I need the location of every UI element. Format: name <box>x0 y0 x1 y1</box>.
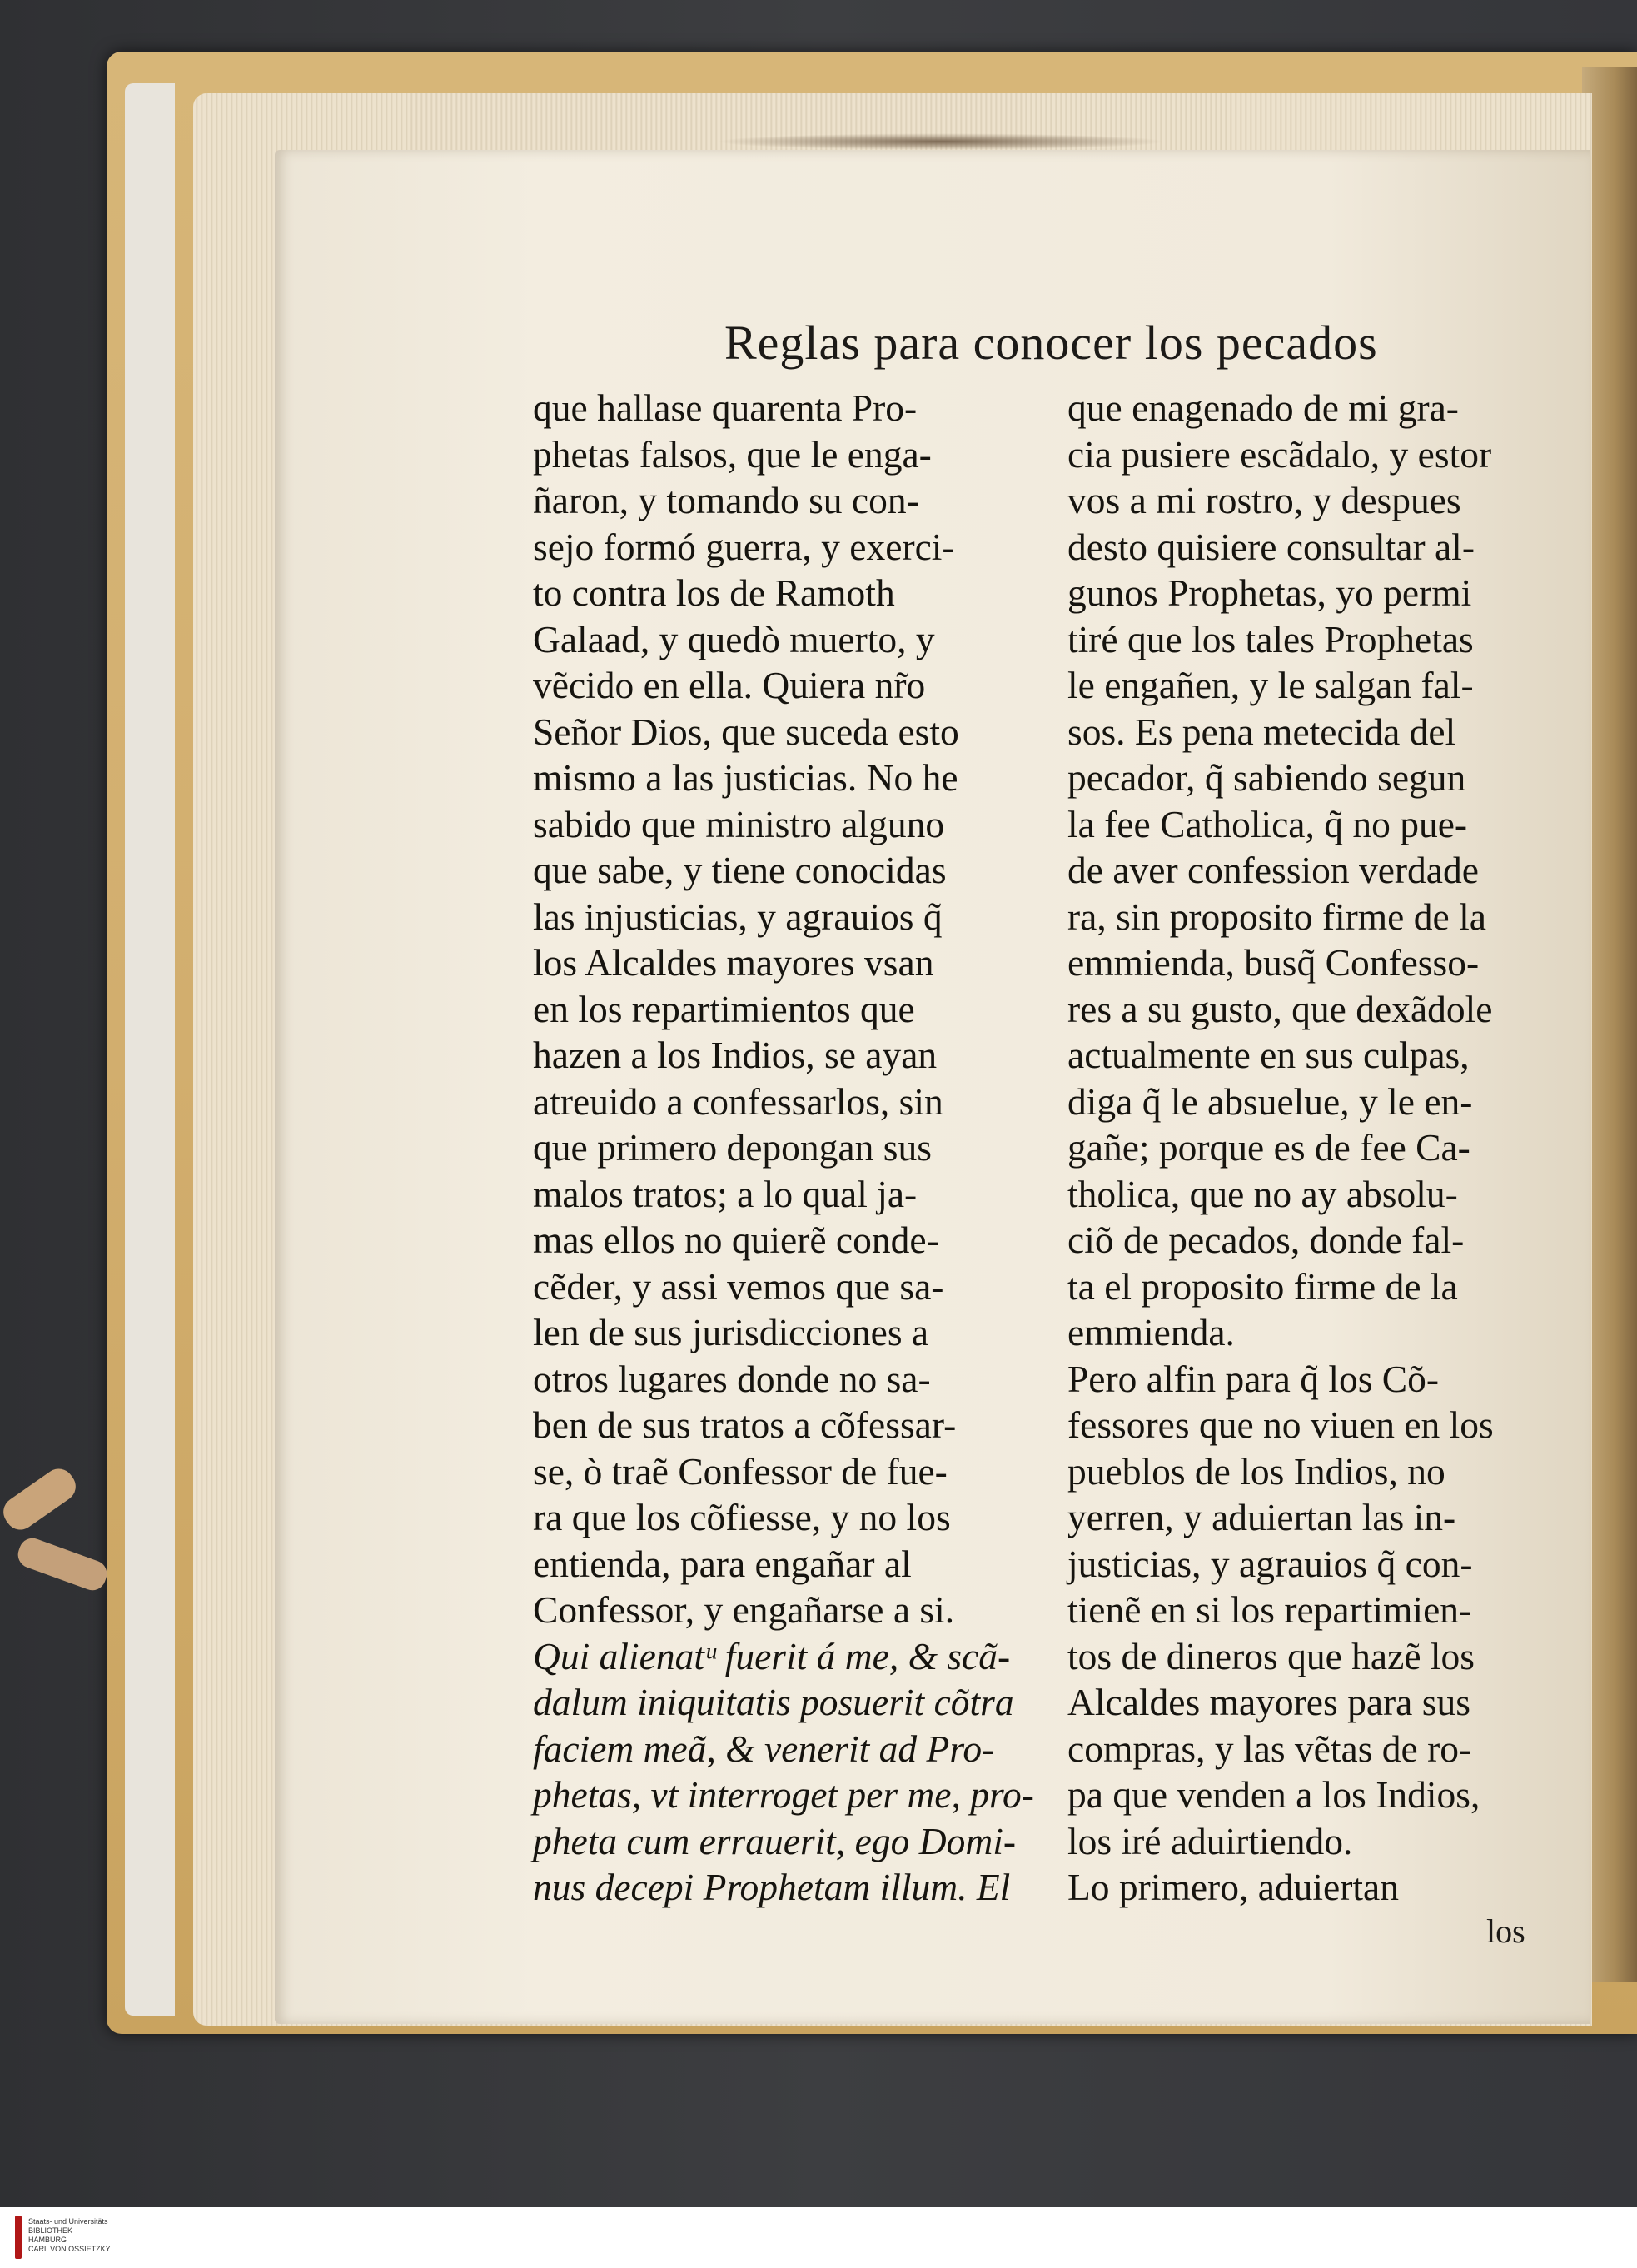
text-line: ciõ de pecados, donde fal- <box>1067 1219 1465 1261</box>
text-line: phetas, vt interroget per me, pro- <box>533 1773 1034 1816</box>
text-line: Qui alienatᵘ fuerit á me, & scã- <box>533 1634 1011 1677</box>
text-line: otros lugares donde no sa- <box>533 1357 931 1400</box>
text-line: tholica, que no ay absolu- <box>1067 1172 1458 1215</box>
text-line: sejo formó guerra, y exerci- <box>533 525 955 568</box>
text-line: que enagenado de mi gra- <box>1067 386 1459 429</box>
text-line: pueblos de los Indios, no <box>1067 1449 1445 1493</box>
text-line: hazen a los Indios, se ayan <box>533 1034 938 1076</box>
text-line: sos. Es pena metecida del <box>1067 710 1456 753</box>
text-line: sabido que ministro alguno <box>533 802 945 845</box>
text-line: ben de sus tratos a cõfessar- <box>533 1403 957 1446</box>
text-line: actualmente en sus culpas, <box>1067 1034 1470 1076</box>
text-line: tiré que los tales Prophetas <box>1067 617 1474 660</box>
text-line: en los repartimientos que <box>533 987 915 1030</box>
text-line: de aver confession verdade <box>1067 849 1479 891</box>
text-line: ra, sin proposito firme de la <box>1067 895 1486 938</box>
library-logo-icon <box>15 2216 22 2259</box>
page-wear-mark <box>716 133 1166 150</box>
text-line: ñaron, y tomando su con- <box>533 479 919 521</box>
cover-inner-edge <box>125 83 175 2016</box>
text-line: to contra los de Ramoth <box>533 571 895 614</box>
text-line: cẽder, y assi vemos que sa- <box>533 1264 944 1308</box>
text-line: mas ellos no quierẽ conde- <box>533 1219 939 1261</box>
text-line: desto quisiere consultar al- <box>1067 525 1475 568</box>
text-line: pa que venden a los Indios, <box>1067 1773 1480 1816</box>
text-line: dalum iniquitatis posuerit cõtra <box>533 1681 1014 1723</box>
text-line: gunos Prophetas, yo permi <box>1067 571 1472 614</box>
text-line: malos tratos; a lo qual ja- <box>533 1172 918 1215</box>
text-line: Pero alfin para q̃ los Cõ- <box>1067 1357 1440 1400</box>
text-line: Señor Dios, que suceda esto <box>533 710 959 753</box>
text-line: phetas falsos, que le enga- <box>533 432 932 476</box>
text-line: vos a mi rostro, y despues <box>1067 479 1461 521</box>
text-line: tos de dineros que hazẽ los <box>1067 1634 1475 1677</box>
text-line: fessores que no viuen en los <box>1067 1403 1494 1446</box>
text-line: tienẽ en si los repartimien- <box>1067 1588 1472 1631</box>
left-text-column <box>533 385 1041 1911</box>
text-line: vẽcido en ella. Quiera nr̃o <box>533 664 926 706</box>
text-line: emmienda. <box>1067 1311 1235 1353</box>
text-line: se, ò traẽ Confessor de fue- <box>533 1449 948 1493</box>
text-line: justicias, y agrauios q̃ con- <box>1067 1542 1473 1585</box>
text-line: gañe; porque es de fee Ca- <box>1067 1126 1470 1169</box>
text-line: ra que los cõfiesse, y no los <box>533 1496 951 1538</box>
text-line: le engañen, y le salgan fal- <box>1067 664 1474 706</box>
text-line: las injusticias, y agrauios q̃ <box>533 895 943 938</box>
text-line: faciem meã, & venerit ad Pro- <box>533 1727 995 1770</box>
text-line: los iré aduirtiendo. <box>1067 1819 1353 1862</box>
text-line: mismo a las justicias. No he <box>533 756 958 799</box>
text-line: atreuido a confessarlos, sin <box>533 1079 943 1123</box>
text-line: Galaad, y quedò muerto, y <box>533 617 935 660</box>
text-line: diga q̃ le absuelue, y le en- <box>1067 1079 1473 1123</box>
text-line: nus decepi Prophetam illum. El <box>533 1866 1011 1908</box>
text-line: Alcaldes mayores para sus <box>1067 1681 1470 1723</box>
text-line: pheta cum errauerit, ego Domi- <box>533 1819 1017 1862</box>
library-logo-text: Staats- und Universitäts BIBLIOTHEK HAMBURG CARL VON OSSIETZKY <box>28 2217 111 2253</box>
text-line: entienda, para engañar al <box>533 1542 912 1585</box>
footer-bar <box>0 2207 1637 2268</box>
right-text-column <box>1067 385 1567 1911</box>
catchword: los <box>1486 1912 1525 1950</box>
text-line: res a su gusto, que dexãdole <box>1067 987 1493 1030</box>
text-line: la fee Catholica, q̃ no pue- <box>1067 802 1468 845</box>
text-line: compras, y las vẽtas de ro- <box>1067 1727 1472 1770</box>
text-line: emmienda, busq̃ Confesso- <box>1067 941 1480 984</box>
text-line: que primero depongan sus <box>533 1126 932 1169</box>
text-line: ta el proposito firme de la <box>1067 1264 1458 1308</box>
text-line: pecador, q̃ sabiendo segun <box>1067 756 1466 799</box>
text-line: Lo primero, aduiertan <box>1067 1866 1399 1908</box>
text-line: yerren, y aduiertan las in- <box>1067 1496 1456 1538</box>
text-line: len de sus jurisdicciones a <box>533 1311 929 1353</box>
text-line: Confessor, y engañarse a si. <box>533 1588 955 1631</box>
text-line: los Alcaldes mayores vsan <box>533 941 934 984</box>
running-head: Reglas para conocer los pecados <box>724 316 1378 370</box>
text-line: que sabe, y tiene conocidas <box>533 849 947 891</box>
text-line: cia pusiere escãdalo, y estor <box>1067 432 1492 476</box>
text-line: que hallase quarenta Pro- <box>533 386 918 429</box>
